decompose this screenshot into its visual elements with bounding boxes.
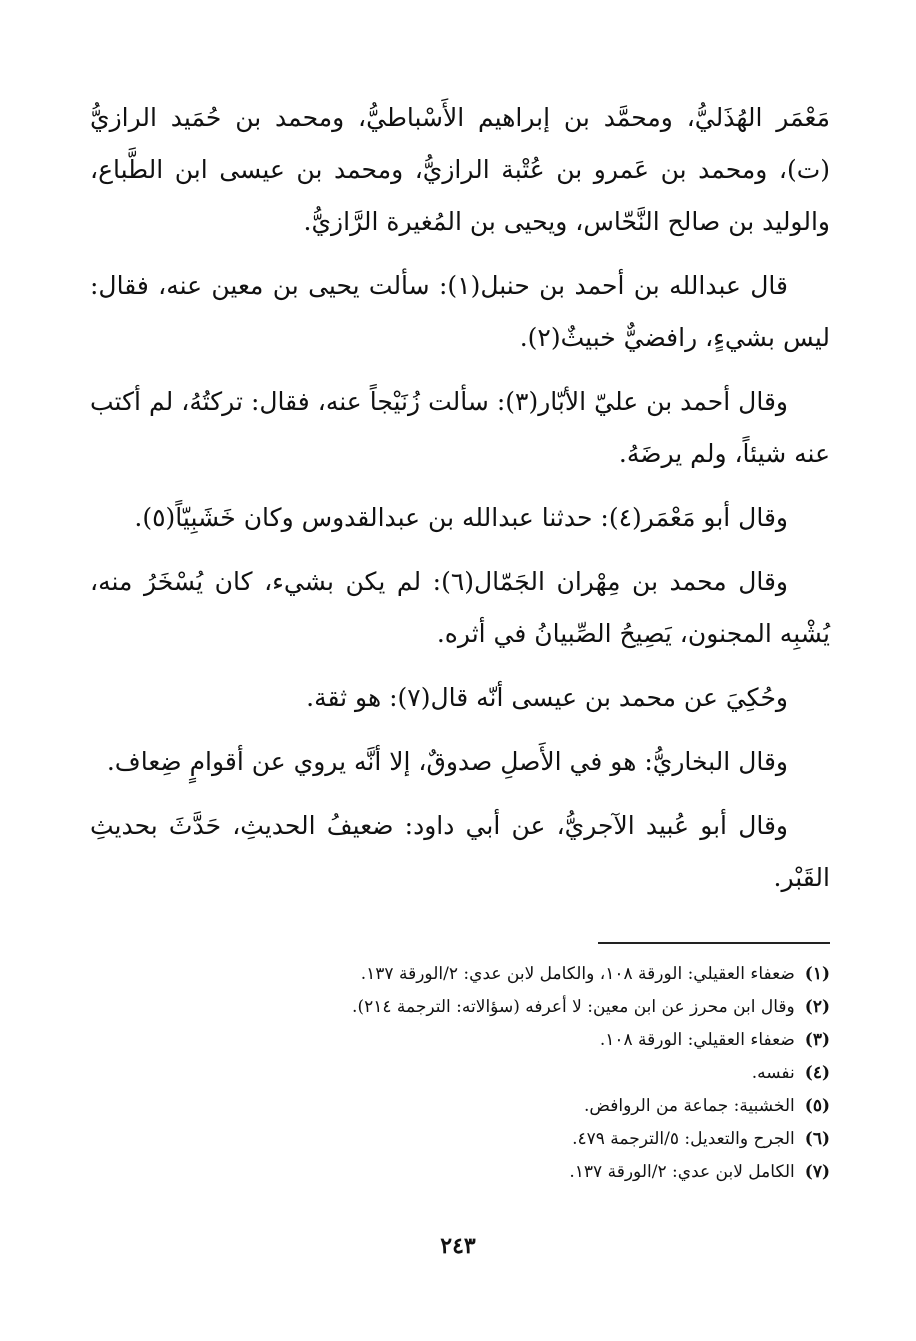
footnote-item [90, 1156, 830, 1189]
footnote-text: الجرح والتعديل: ٥/الترجمة ٤٧٩. [572, 1129, 795, 1149]
paragraph-narrators-list: مَعْمَر الهُذَليُّ، ومحمَّد بن إبراهيم الأَسْباطيُّ، ومحمد بن حُمَيد الرازيُّ (ت)، ومحمد بن عَمرو بن عُتْبة الرازيُّ، ومحمد بن عيسى ابن الطَّباع، والوليد بن صالح النَّحّاس، ويحيى بن المُغيرة الرَّازيُّ. [90, 103, 830, 236]
paragraph-abu-ubaid-al-ajurri: وقال أبو عُبيد الآجريُّ، عن أبي داود: ضعيفُ الحديثِ، حَدَّثَ بحديثِ القَبْر. [90, 811, 830, 892]
footnote-text: ضعفاء العقيلي: الورقة ١٠٨. [599, 1030, 795, 1050]
paragraph-abdullah-ibn-ahmad: قال عبدالله بن أحمد بن حنبل(١): سألت يحيى بن معين عنه، فقال: ليس بشيءٍ، رافضيٌّ خبيثٌ(٢). [90, 271, 830, 352]
footnote-text: ضعفاء العقيلي: الورقة ١٠٨، والكامل لابن عدي: ٢/الورقة ١٣٧. [360, 964, 795, 984]
footnote-item [90, 1090, 830, 1123]
footnotes-list [90, 958, 830, 1189]
footnote-number: (٣) [804, 1030, 830, 1050]
footnote-number: (١) [804, 964, 830, 984]
footnote-item [90, 1123, 830, 1156]
footnote-number: (٧) [804, 1162, 830, 1182]
footnote-number: (٥) [804, 1096, 830, 1116]
footnote-number: (٤) [804, 1063, 830, 1083]
footnote-text: الخشبية: جماعة من الروافض. [584, 1096, 795, 1116]
page-number: ٢٤٣ [440, 1233, 476, 1259]
paragraph-al-bukhari: وقال البخاريُّ: هو في الأَصلِ صدوقٌ، إلا أنَّه يروي عن أقوامٍ ضِعاف. [106, 747, 788, 776]
paragraph-ahmad-al-abbar: وقال أحمد بن عليّ الأبّار(٣): سألت زُنَيْجاً عنه، فقال: تركتُهُ، لم أكتب عنه شيئاً، ولم يرضَهُ. [90, 387, 830, 468]
footnote-separator [598, 942, 830, 944]
footnote-item [90, 1057, 830, 1090]
footnote-text: الكامل لابن عدي: ٢/الورقة ١٣٧. [569, 1162, 795, 1182]
footnote-number: (٦) [804, 1129, 830, 1149]
paragraph-abu-mamar: وقال أبو مَعْمَر(٤): حدثنا عبدالله بن عبدالقدوس وكان خَشَبِيّاً(٥). [134, 503, 788, 532]
footnote-item [90, 958, 830, 991]
paragraph-muhammad-ibn-mihran: وقال محمد بن مِهْران الجَمّال(٦): لم يكن بشيء، كان يُسْخَرُ منه، يُشْبِه المجنون، يَصِيحُ الصِّبيانُ في أثره. [90, 567, 830, 648]
footnote-item [90, 991, 830, 1024]
footnote-text: نفسه. [751, 1063, 795, 1083]
footnote-item [90, 1024, 830, 1057]
footnote-number: (٢) [804, 997, 830, 1017]
paragraph-muhammad-ibn-isa: وحُكِيَ عن محمد بن عيسى أنّه قال(٧): هو ثقة. [306, 683, 788, 712]
footnote-text: وقال ابن محرز عن ابن معين: لا أعرفه (سؤالاته: الترجمة ٢١٤). [352, 997, 795, 1017]
main-text [90, 92, 830, 916]
